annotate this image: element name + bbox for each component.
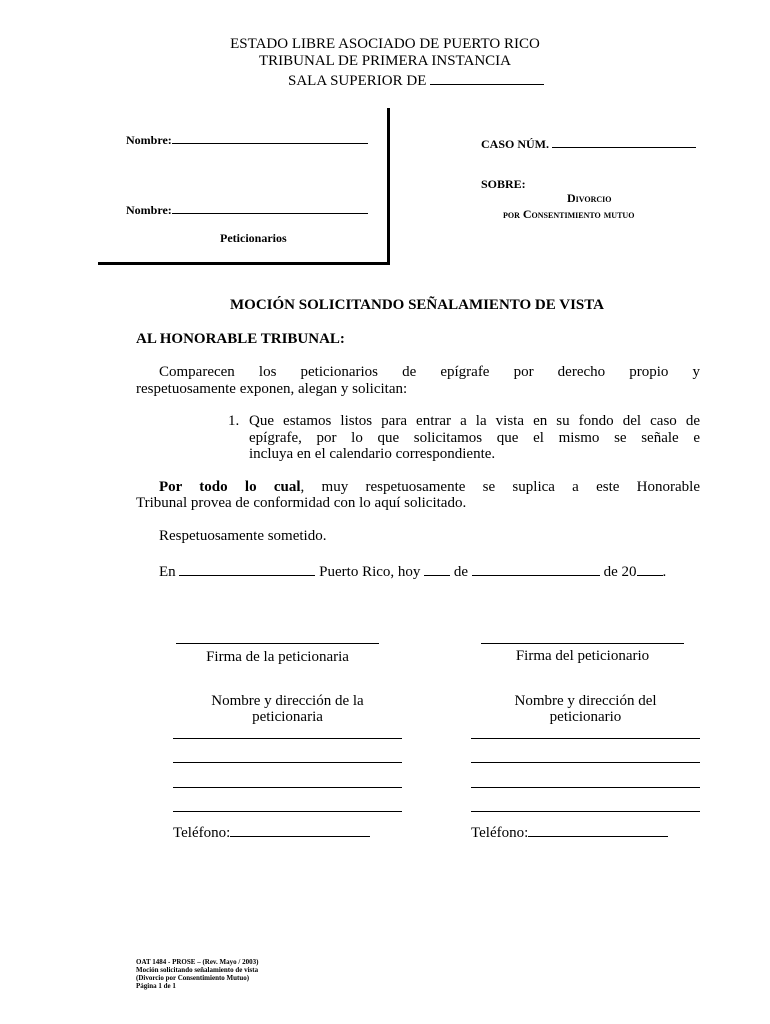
left-signature-label: Firma de la peticionaria [206,649,349,665]
date-month-blank [472,561,600,576]
date-pr: Puerto Rico, hoy [319,564,421,580]
footer-subtitle: (Divorcio por Consentimiento Mutuo) [136,974,250,982]
left-address-label-2: peticionaria [252,709,323,725]
prayer-rest: , muy respetuosamente se suplica a este Honorable [300,479,700,495]
sala-label: SALA SUPERIOR DE [288,73,427,89]
date-city-blank [179,561,315,576]
date-en: En [159,564,176,580]
closing: Respetuosamente sometido. [159,528,327,544]
date-line [159,561,666,581]
right-signature-label: Firma del peticionario [515,648,650,664]
date-end: . [662,564,667,580]
right-phone-blank [528,822,668,837]
motion-title: MOCIÓN SOLICITANDO SEÑALAMIENTO DE VISTA [230,297,604,313]
caption-box-horizontal [98,262,390,265]
sobre-label: SOBRE: [481,177,526,191]
header-line-2: TRIBUNAL DE PRIMERA INSTANCIA [259,53,511,69]
item-line-1: Que estamos listos para entrar a la vista en su fondo del caso de [249,413,700,429]
date-de: de [453,564,469,580]
prayer-bold: Por todo lo cual [159,479,301,495]
left-address-line-4 [173,811,402,812]
right-address-line-2 [471,762,700,763]
left-address-label-1: Nombre y dirección de la [211,693,364,709]
nombre-1-row [126,132,368,148]
caption-box-vertical [387,108,390,264]
left-address-line-1 [173,738,402,739]
right-address-label-1: Nombre y dirección del [514,693,657,709]
intro-line-1: Comparecen los peticionarios de epígrafe por derecho propio y [159,364,700,380]
caso-blank [552,136,696,148]
nombre-2-row [126,202,368,218]
right-address-line-3 [471,787,700,788]
footer-title: Moción solicitando señalamiento de vista [136,966,259,974]
left-address-line-2 [173,762,402,763]
header-line-1: ESTADO LIBRE ASOCIADO DE PUERTO RICO [230,36,540,52]
peticionarios-label: Peticionarios [220,231,287,245]
sobre-consentimiento: por Consentimiento mutuo [503,207,635,221]
header-line-3 [288,70,544,90]
right-address-line-4 [471,811,700,812]
right-signature-line [481,643,684,644]
item-line-2: epígrafe, por lo que solicitamos que el mismo se señale e [249,430,700,446]
sala-blank [430,70,544,85]
right-address-line-1 [471,738,700,739]
right-phone-row [471,822,668,842]
caso-label: CASO NÚM. [481,137,549,151]
left-address-line-3 [173,787,402,788]
salutation: AL HONORABLE TRIBUNAL: [136,331,345,347]
footer-page: Página 1 de 1 [136,982,176,990]
date-day-blank [424,561,450,576]
right-phone-label: Teléfono: [471,825,529,841]
date-year: de 20 [603,564,637,580]
date-year-blank [637,561,663,576]
caso-row [481,136,696,152]
right-address-label-2: peticionario [549,709,622,725]
prayer-line-1 [159,479,700,496]
sobre-divorcio: Divorcio [567,191,612,205]
item-number: 1. [228,413,240,429]
left-signature-line [176,643,379,644]
nombre-1-blank [172,132,368,144]
left-phone-row [173,822,370,842]
nombre-1-label: Nombre: [126,133,172,147]
left-phone-label: Teléfono: [173,825,231,841]
intro-line-2: respetuosamente exponen, alegan y solicitan: [136,381,408,397]
nombre-2-blank [172,202,368,214]
prayer-line-2: Tribunal provea de conformidad con lo aquí solicitado. [136,495,467,511]
nombre-2-label: Nombre: [126,203,172,217]
item-line-3: incluya en el calendario correspondiente. [249,446,496,462]
footer-form-number: OAT 1484 - PROSE – (Rev. Mayo / 2003) [136,958,259,966]
left-phone-blank [230,822,370,837]
